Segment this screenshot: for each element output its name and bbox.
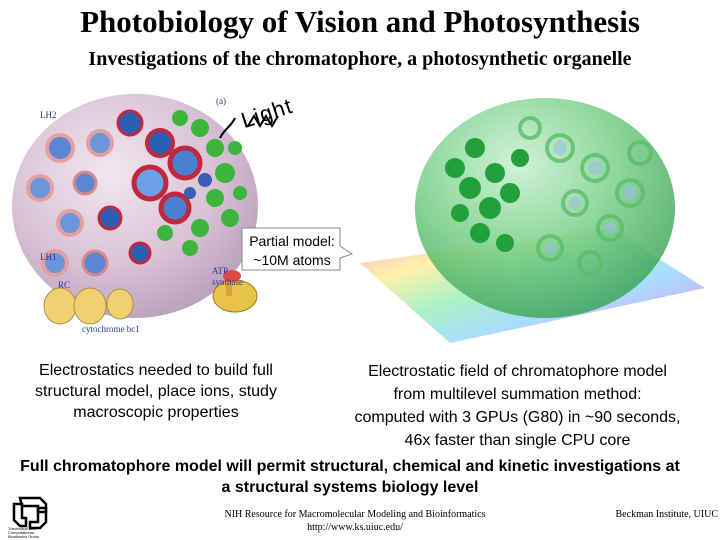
logo-line-2: Computational bbox=[8, 530, 34, 535]
slide-subtitle: Investigations of the chromatophore, a photosynthetic organelle bbox=[88, 48, 632, 70]
callout-line-1: Partial model: bbox=[249, 233, 335, 249]
rc-label: RC bbox=[58, 280, 71, 290]
cyt-label: cytochrome bc1 bbox=[82, 324, 140, 334]
atp-label-2: synthase bbox=[212, 277, 243, 287]
right-caption-line-2: from multilevel summation method: bbox=[393, 386, 642, 403]
lh2-label: LH2 bbox=[40, 110, 57, 120]
panel-label: (a) bbox=[216, 96, 226, 106]
lh1-label: LH1 bbox=[40, 252, 57, 262]
footer-center bbox=[205, 508, 505, 534]
logo-line-3: Biophysics Group bbox=[8, 534, 40, 538]
callout-text bbox=[240, 232, 344, 270]
footer-right: Beckman Institute, UIUC bbox=[615, 509, 718, 520]
callout-line-2: ~10M atoms bbox=[253, 252, 331, 268]
right-caption-line-4: 46x faster than single CPU core bbox=[404, 432, 631, 449]
electrostatic-field-render bbox=[360, 88, 705, 348]
atp-label: ATP bbox=[212, 266, 229, 276]
footer-org: NIH Resource for Macromolecular Modeling and Bioinformatics bbox=[224, 509, 486, 520]
logo-mark-icon bbox=[14, 498, 46, 528]
right-caption-line-3: computed with 3 GPUs (G80) in ~90 seconds, bbox=[354, 409, 681, 426]
tcbg-logo bbox=[6, 494, 58, 538]
left-caption: Electrostatics needed to build full structural model, place ions, study macroscopic properties bbox=[35, 362, 277, 421]
right-caption-line-1: Electrostatic field of chromatophore model bbox=[368, 363, 667, 380]
light-label: Light bbox=[237, 92, 296, 134]
right-caption bbox=[325, 360, 710, 452]
slide-title: Photobiology of Vision and Photosynthesis bbox=[80, 4, 640, 39]
footer-url[interactable]: http://www.ks.uiuc.edu/ bbox=[307, 522, 403, 533]
logo-line-1: Theoretical and bbox=[8, 526, 36, 531]
cytochrome bbox=[44, 288, 133, 324]
conclusion-text: Full chromatophore model will permit structural, chemical and kinetic investigations at a structural systems biology level bbox=[20, 458, 680, 496]
